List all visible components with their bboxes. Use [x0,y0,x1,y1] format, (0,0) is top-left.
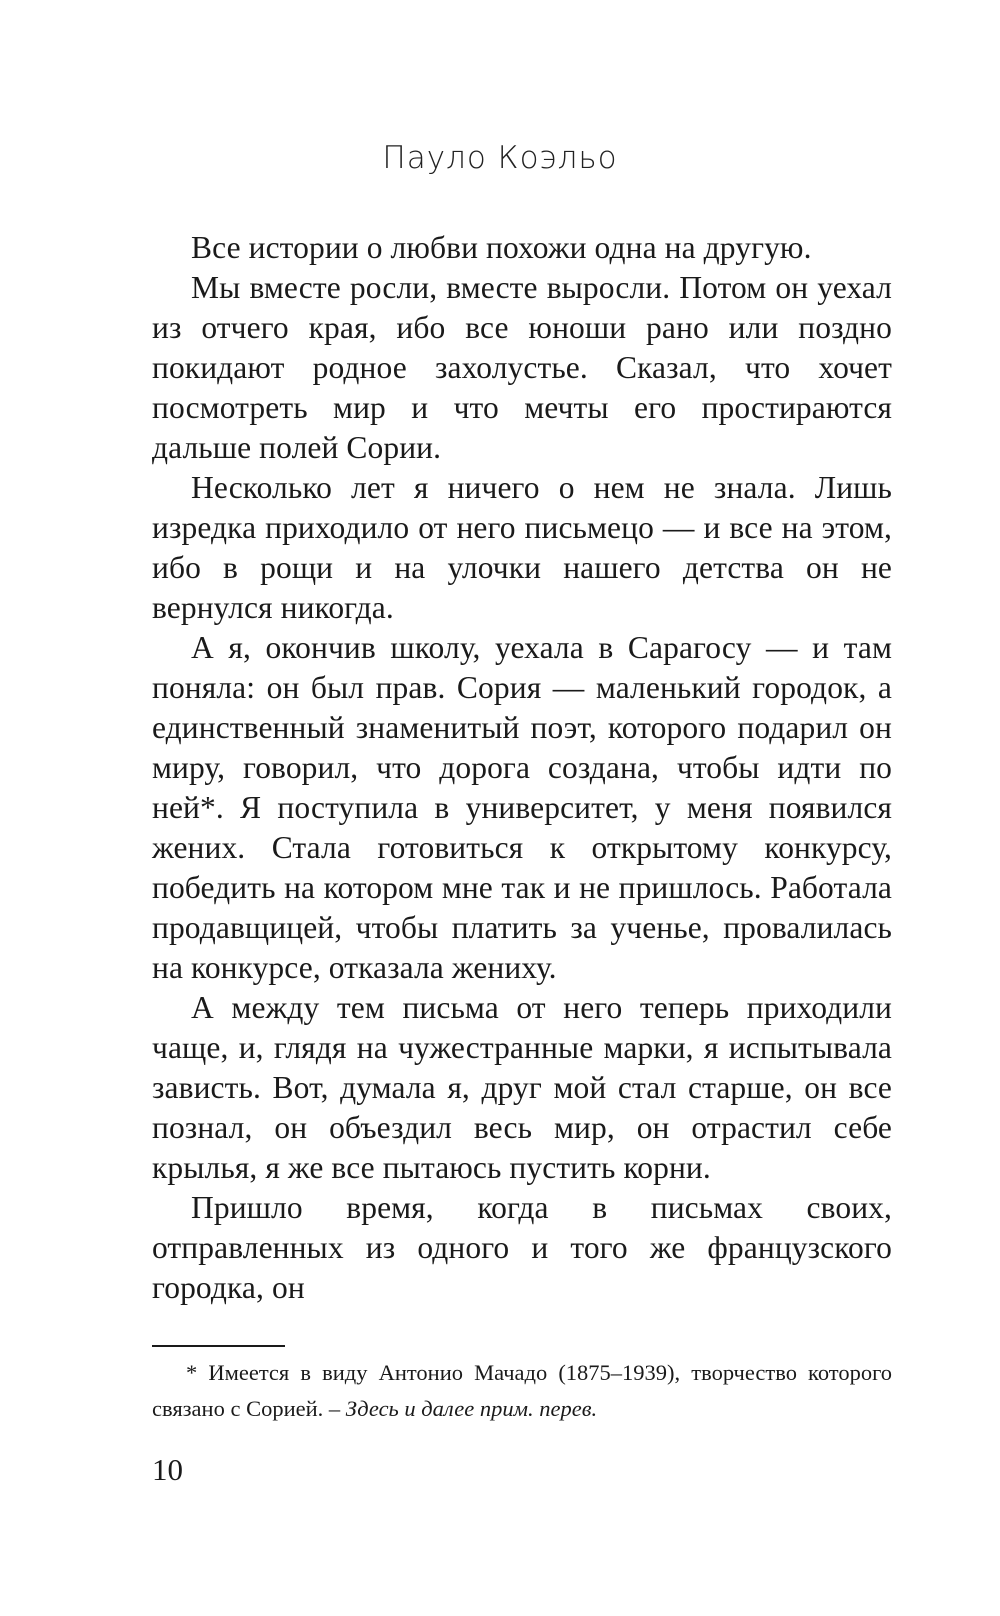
paragraph: Пришло время, когда в письмах своих, отправленных из одного и того же французского городка, он [152,1190,892,1305]
paragraph: А между тем письма от него теперь приходили чаще, и, глядя на чужестранные марки, я испытывала зависть. Вот, думала я, друг мой стал старше, он все познал, он объездил весь мир, он отрастил себе крылья, я же все пытаюсь пустить корни. [152,990,892,1185]
main-text [152,228,892,1308]
page-number: 10 [152,1452,183,1487]
running-head-author: Пауло Коэльо [382,140,618,176]
footnote-translator-note: Здесь и далее прим. перев. [345,1396,598,1421]
footnote [152,1355,892,1427]
paragraph: Мы вместе росли, вместе выросли. Потом он уехал из отчего края, ибо все юноши рано или поздно покидают родное захолустье. Сказал, что хочет посмотреть мир и что мечты его простираются дальше полей Сории. [152,270,892,465]
paragraph: Несколько лет я ничего о нем не знала. Лишь изредка приходило от него письмецо — и все на этом, ибо в рощи и на улочки нашего детства он не вернулся никогда. [152,470,892,625]
footnote-text: * Имеется в виду Антонио Мачадо (1875–1939), творчество которого связано с Сорией. – [152,1360,892,1421]
footnote-divider [152,1345,285,1347]
paragraph: Все истории о любви похожи одна на другую. [191,230,812,265]
paragraph: А я, окончив школу, уехала в Сарагосу — и там поняла: он был прав. Сория — маленький городок, а единственный знаменитый поэт, которого подарил он миру, говорил, что дорога создана, чтобы идти по ней*. Я поступила в университет, у меня появился жених. Стала готовиться к открытому конкурсу, победить на котором мне так и не пришлось. Работала продавщицей, чтобы платить за ученье, провалилась на конкурсе, отказала жениху. [152,630,892,985]
